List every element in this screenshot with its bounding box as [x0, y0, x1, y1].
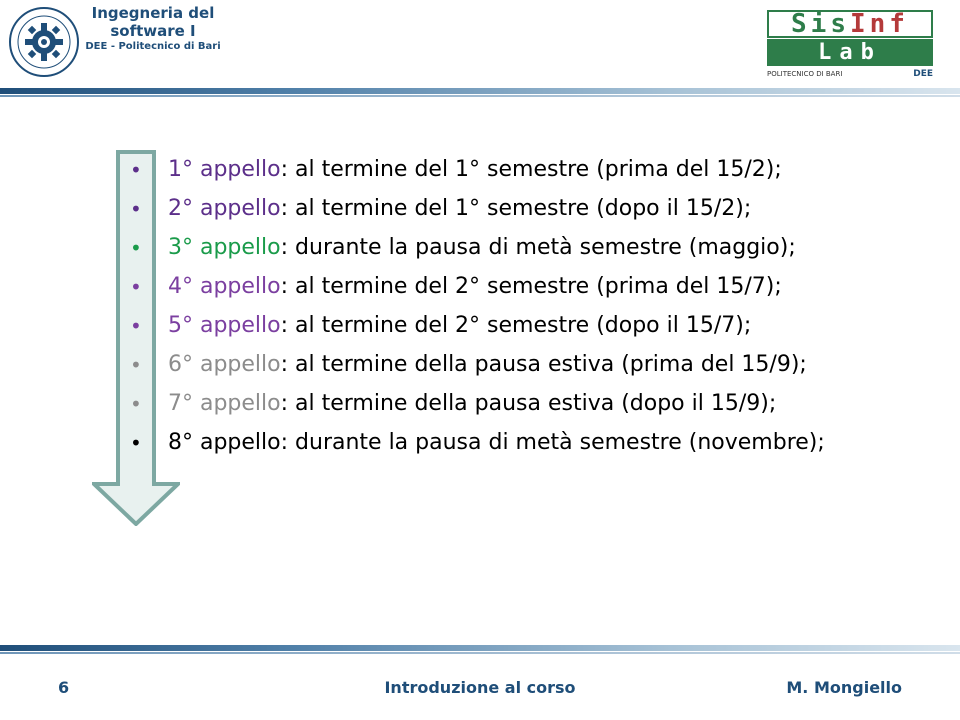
exam-session-text: : al termine del 2° semestre (dopo il 15/7);: [280, 313, 752, 338]
sisinf-logo-politecnico: POLITECNICO DI BARI: [767, 70, 843, 78]
course-title-line1: Ingegneria del: [91, 4, 215, 22]
course-subtitle: DEE - Politecnico di Bari: [85, 41, 221, 52]
bullet-marker: •: [130, 157, 142, 182]
exam-session-label: 1° appello: [168, 157, 281, 182]
bullet-marker: •: [130, 352, 142, 377]
page-number: 6: [58, 678, 70, 697]
bullet-marker: •: [130, 391, 142, 416]
exam-session-label: 6° appello: [168, 352, 281, 377]
sisinf-logo-lab: Lab: [767, 39, 933, 66]
exam-session-text: : durante la pausa di metà semestre (novembre);: [280, 430, 825, 455]
politecnico-seal-logo: [8, 6, 80, 78]
exam-session-label: 5° appello: [168, 313, 281, 338]
exam-session-label: 7° appello: [168, 391, 281, 416]
exam-session-label: 2° appello: [168, 196, 281, 221]
footer-divider-thin: [0, 652, 960, 654]
bullet-marker: •: [130, 313, 142, 338]
sisinf-logo-footer: [767, 68, 933, 80]
exam-session-list: [128, 150, 928, 462]
exam-session-item: [128, 267, 928, 306]
header-divider: [0, 88, 960, 94]
exam-session-item: [128, 189, 928, 228]
sisinf-lab-logo: [764, 10, 936, 80]
sisinf-logo-inf: Inf: [850, 9, 909, 39]
sisinf-logo-top: [767, 10, 933, 38]
bullet-marker: •: [130, 196, 142, 221]
footer-divider: [0, 645, 960, 651]
bullet-marker: •: [130, 274, 142, 299]
exam-session-text: : al termine del 1° semestre (dopo il 15/2);: [280, 196, 752, 221]
bullet-marker: •: [130, 235, 142, 260]
bullet-marker: •: [130, 430, 142, 455]
footer-author: M. Mongiello: [786, 678, 902, 697]
exam-session-label: 4° appello: [168, 274, 281, 299]
exam-session-item: [128, 345, 928, 384]
exam-session-text: : durante la pausa di metà semestre (maggio);: [280, 235, 796, 260]
sisinf-logo-dee: DEE: [913, 69, 933, 79]
exam-session-text: : al termine del 2° semestre (prima del 15/7);: [280, 274, 782, 299]
sisinf-logo-sis: Sis: [791, 9, 850, 39]
exam-session-label: 3° appello: [168, 235, 281, 260]
footer-title: Introduzione al corso: [384, 678, 576, 697]
exam-session-text: : al termine del 1° semestre (prima del 15/2);: [280, 157, 782, 182]
course-header: [78, 4, 228, 53]
exam-session-item: [128, 306, 928, 345]
course-title-line2: software I: [110, 22, 196, 40]
exam-session-item: [128, 423, 928, 462]
exam-session-item: [128, 150, 928, 189]
exam-session-text: : al termine della pausa estiva (prima del 15/9);: [280, 352, 807, 377]
exam-session-text: : al termine della pausa estiva (dopo il 15/9);: [280, 391, 777, 416]
exam-session-label: 8° appello: [168, 430, 281, 455]
exam-session-item: [128, 384, 928, 423]
exam-session-item: [128, 228, 928, 267]
header-divider-thin: [0, 95, 960, 97]
